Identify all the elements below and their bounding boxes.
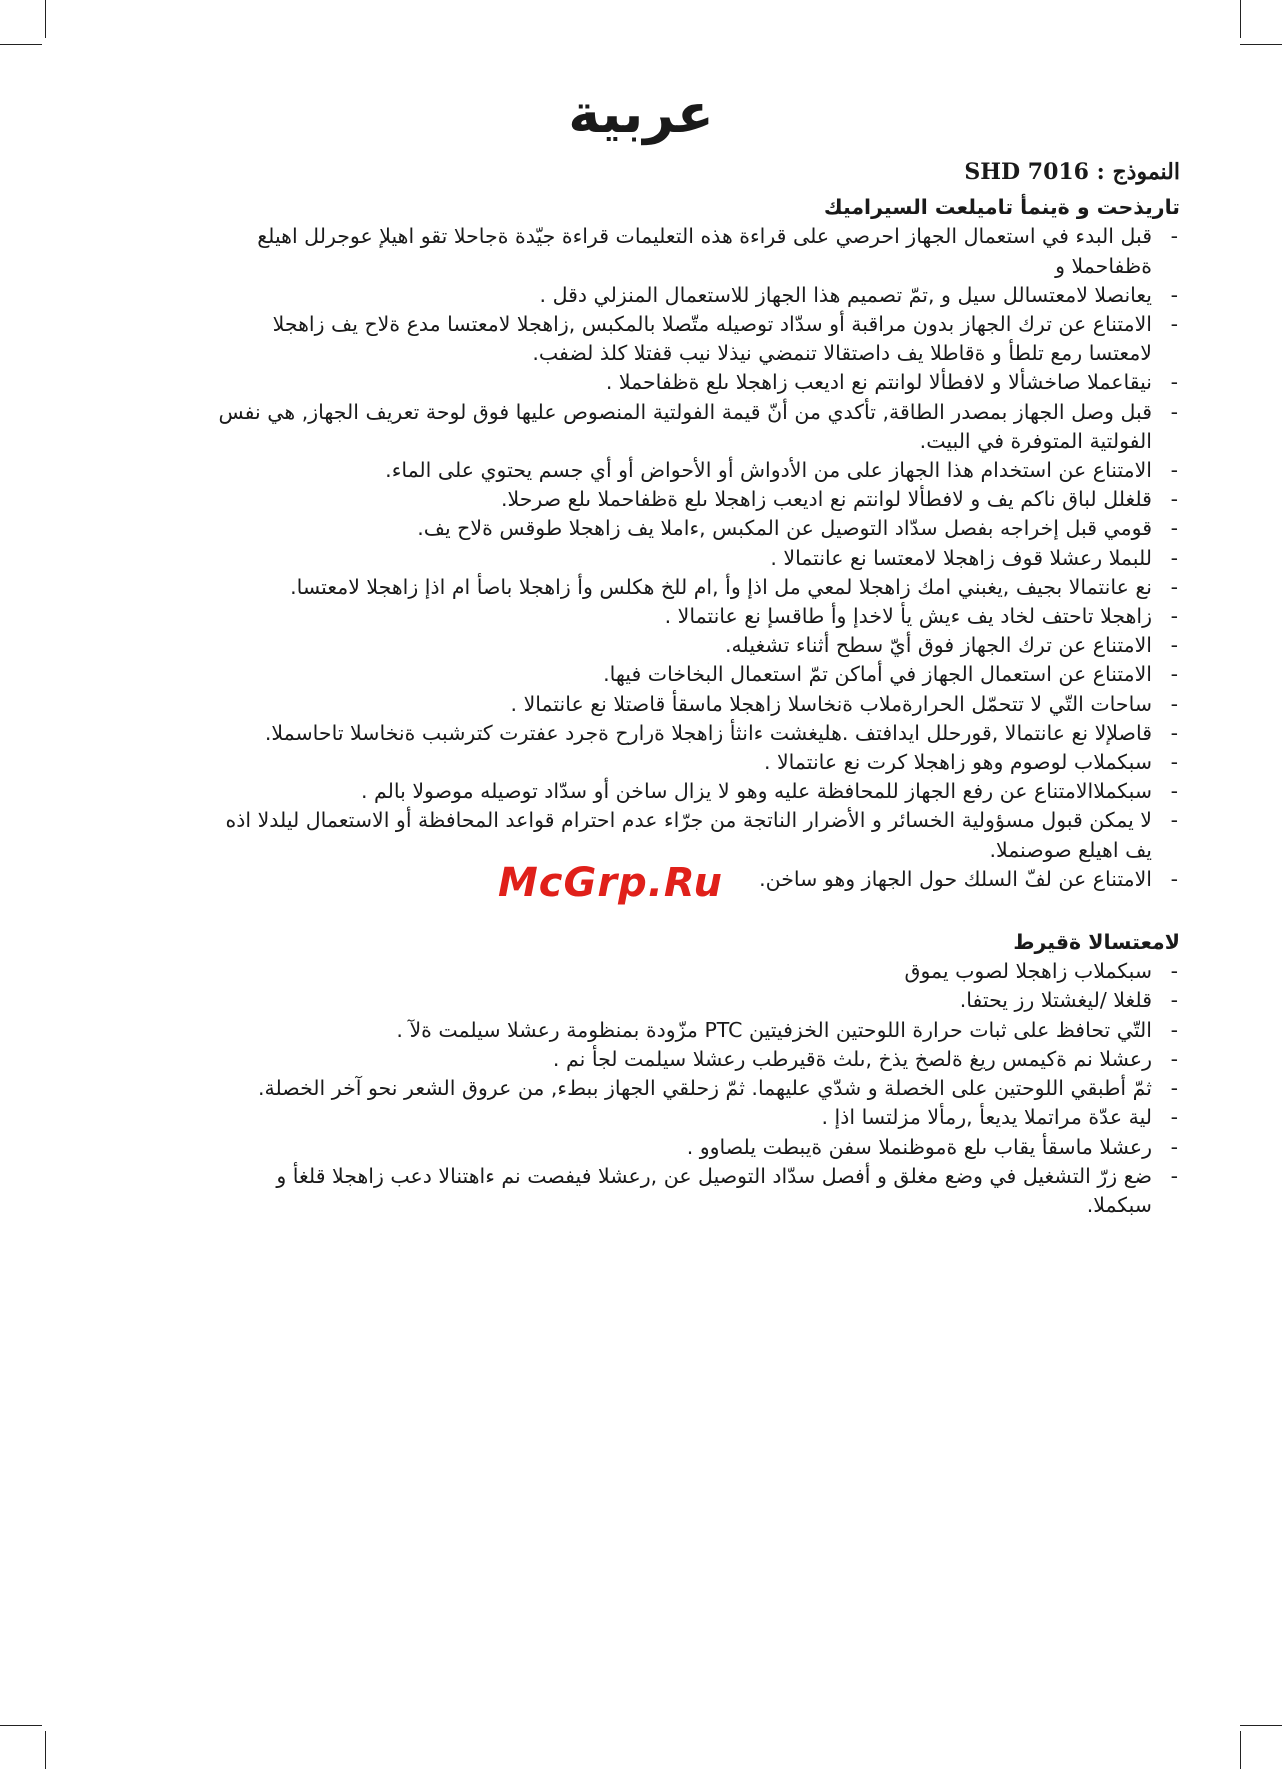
- crop-mark: [1240, 1725, 1282, 1726]
- list-item: - لية عدّة مراتملا يديعأ ,رمألا مزلتسا اذإ .: [821, 1105, 1178, 1130]
- usage-list: [210, 957, 1180, 1220]
- crop-mark: [45, 0, 46, 38]
- page-title: عربية: [568, 82, 714, 145]
- list-item: - قاصلإلا نع عانتمالا ,قورحلل ايدافتف .هليغشت ءانثأ زاهجلا ةرارح ةجرد عفترت كترشبب ةنخاسلا تاحاسملا.: [264, 720, 1178, 745]
- list-item: - رعشلا ماسقأ يقاب ىلع ةموظنملا سفن ةيبطت يلصاوو .: [686, 1134, 1178, 1159]
- safety-list: [210, 222, 1180, 894]
- model-value: SHD 7016: [964, 159, 1089, 185]
- list-item: - سبكملاب لوصوم وهو زاهجلا كرت نع عانتمالا .: [763, 750, 1178, 775]
- list-item: - قلغلا /ليغشتلا رز يحتفا.: [959, 988, 1178, 1013]
- document-body: [210, 158, 1180, 1220]
- crop-mark: [1240, 44, 1282, 45]
- list-item: - الامتناع عن استخدام هذا الجهاز على من الأدواش أو الأحواض أو أي جسم يحتوي على الماء.: [385, 458, 1178, 483]
- crop-mark: [1240, 1731, 1241, 1769]
- list-item: - ثمّ أطبقي اللوحتين على الخصلة و شدّي عليهما. ثمّ زحلقي الجهاز ببطء, من عروق الشعر نحو آخر الخصلة.: [258, 1076, 1178, 1101]
- crop-mark: [45, 1731, 46, 1769]
- list-item: - نع عانتمالا بجيف ,يغبني امك زاهجلا لمعي مل اذإ وأ ,ام للخ هكلس وأ زاهجلا باصأ ام اذإ زاهجلا لامعتسا.: [290, 574, 1178, 599]
- model-label: النموذج: [1112, 159, 1180, 185]
- usage-heading: لامعتسالا ةقيرط: [1013, 930, 1180, 955]
- list-item: - التّي تحافظ على ثبات حرارة اللوحتين الخزفيتين PTC مزّودة بمنظومة رعشلا سيلمت ةلآ .: [396, 1017, 1178, 1042]
- crop-mark: [1240, 0, 1241, 38]
- list-item: - الامتناع عن ترك الجهاز فوق أيّ سطح أثناء تشغيله.: [725, 633, 1178, 658]
- list-item: - قومي قبل إخراجه بفصل سدّاد التوصيل عن المكبس ,ءاملا يف زاهجلا طوقس ةلاح يف.: [417, 516, 1178, 541]
- model-line: النموذج : SHD 7016: [964, 159, 1180, 185]
- watermark: McGrp.Ru: [498, 860, 723, 906]
- crop-mark: [0, 1725, 42, 1726]
- list-item: - قبل البدء في استعمال الجهاز احرصي على قراءة هذه التعليمات قراءة جيّدة ةجاحلا تقو اهيلإ عوجرلل اهيلع ةظفاحملا و: [257, 224, 1178, 278]
- list-item: - نيقاعملا صاخشألا و لافطألا لوانتم نع اديعب زاهجلا ىلع ةظفاحملا .: [605, 370, 1178, 395]
- list-item: - قلغلل لباق ناكم يف و لافطألا لوانتم نع اديعب زاهجلا ىلع ةظفاحملا ىلع صرحلا.: [501, 487, 1178, 512]
- list-item: - رعشلا نم ةكيمس ريغ ةلصخ يذخ ,ىلث ةقيرطب رعشلا سيلمت لجأ نم .: [552, 1046, 1178, 1071]
- list-item: - الامتناع عن ترك الجهاز بدون مراقبة أو سدّاد توصيله متّصلا بالمكبس ,زاهجلا لامعتسا مدع ةلاح يف زاهجلا لامعتسا رمع تلطأ و ةقاطلا يف داصتقالا تنمضي نيذلا نيب قفتلا كلذ لضفب.: [272, 312, 1178, 366]
- list-item: - لا يمكن قبول مسؤولية الخسائر و الأضرار الناتجة من جرّاء عدم احترام قواعد المحافظة أو الاستعمال ليلدلا اذه يف اهيلع صوصنملا.: [225, 808, 1178, 862]
- list-item: - سبكملاب زاهجلا لصوب يموق: [904, 959, 1178, 984]
- list-item: - الامتناع عن لفّ السلك حول الجهاز وهو ساخن.: [759, 866, 1178, 891]
- list-item: - ساحات التّي لا تتحمّل الحرارةملاب ةنخاسلا زاهجلا ماسقأ قاصتلا نع عانتمالا .: [510, 691, 1178, 716]
- crop-mark: [0, 44, 42, 45]
- safety-heading: تاريذحت و ةينمأ تاميلعت السيراميك: [823, 195, 1180, 220]
- list-item: - يعانصلا لامعتسالل سيل و ,تمّ تصميم هذا الجهاز للاستعمال المنزلي دقل .: [539, 282, 1178, 307]
- list-item: - للبملا رعشلا قوف زاهجلا لامعتسا نع عانتمالا .: [770, 545, 1178, 570]
- list-item: - ضع زرّ التشغيل في وضع مغلق و أفصل سدّاد التوصيل عن ,رعشلا فيفصت نم ءاهتنالا دعب زاهجلا قلغأ و سبكملا.: [276, 1163, 1178, 1217]
- list-item: - قبل وصل الجهاز بمصدر الطاقة, تأكدي من أنّ قيمة الفولتية المنصوص عليها فوق لوحة تعريف الجهاز, هي نفس الفولتية المتوفرة في البيت.: [218, 399, 1178, 453]
- list-item: - الامتناع عن استعمال الجهاز في أماكن تمّ استعمال البخاخات فيها.: [603, 662, 1178, 687]
- list-item: - زاهجلا تاحتف لخاد يف ءيش يأ لاخدإ وأ طاقسإ نع عانتمالا .: [664, 604, 1178, 629]
- list-item: - سبكملاالامتناع عن رفع الجهاز للمحافظة عليه وهو لا يزال ساخن أو سدّاد توصيله موصولا بالم .: [360, 779, 1178, 804]
